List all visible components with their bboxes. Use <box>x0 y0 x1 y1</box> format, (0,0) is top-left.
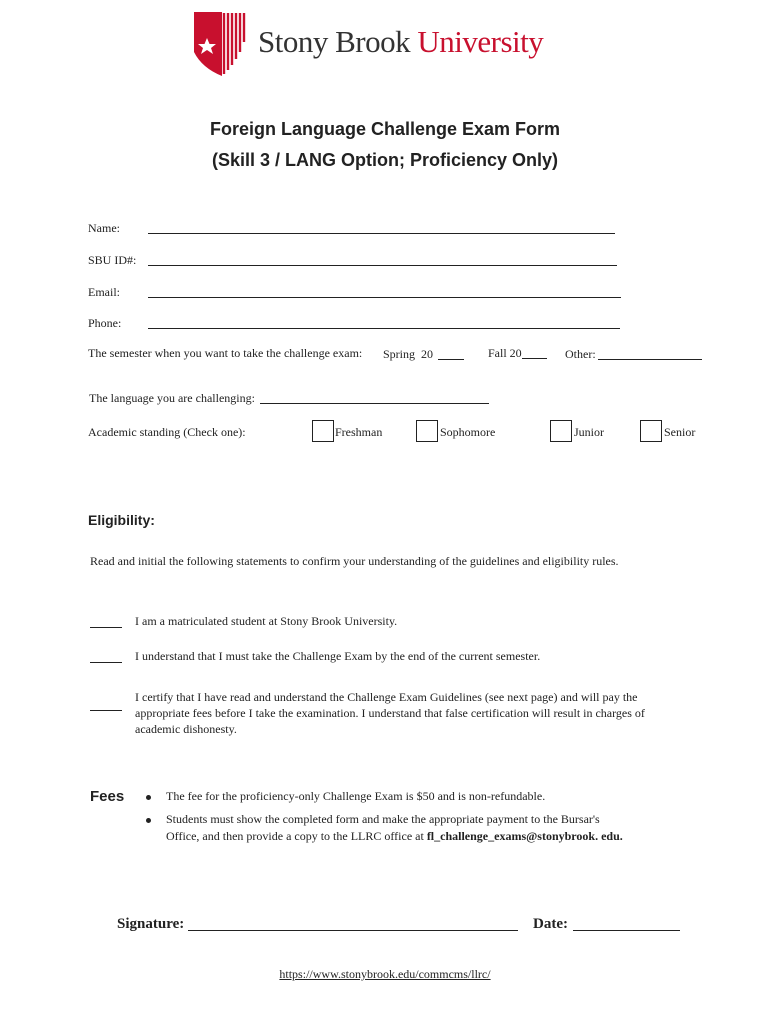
sbu-id-field[interactable] <box>148 254 617 266</box>
other-label: Other: <box>565 347 596 361</box>
initial-field-1[interactable] <box>90 616 122 628</box>
bullet-icon <box>146 818 151 823</box>
email-label: Email: <box>88 285 120 299</box>
phone-label: Phone: <box>88 316 122 330</box>
fees-item-1: The fee for the proficiency-only Challenge Exam is $50 and is non-refundable. <box>166 789 546 803</box>
fees-item-2-line1: Students must show the completed form and make the appropriate payment to the Bursar's <box>166 812 600 826</box>
date-field[interactable] <box>573 930 680 931</box>
email-field[interactable] <box>148 286 621 298</box>
fees-item-2-text: Office, and then provide a copy to the LLRC office at <box>166 829 424 843</box>
fees-item-2-line2 <box>166 828 623 845</box>
senior-checkbox[interactable] <box>640 420 662 442</box>
shield-icon <box>192 10 248 78</box>
senior-label: Senior <box>664 425 696 439</box>
fees-item-2 <box>166 811 623 845</box>
eligibility-statement-3 <box>135 689 645 737</box>
junior-label: Junior <box>574 425 604 439</box>
llrc-email: fl_challenge_exams@stonybrook. edu. <box>426 829 623 843</box>
semester-label: The semester when you want to take the challenge exam: <box>88 346 363 360</box>
phone-field[interactable] <box>148 317 620 329</box>
sbu-id-label: SBU ID#: <box>88 253 137 267</box>
language-label: The language you are challenging: <box>89 391 255 405</box>
name-label: Name: <box>88 221 120 235</box>
footer <box>0 965 770 983</box>
language-field[interactable] <box>260 392 489 404</box>
other-semester-field[interactable] <box>598 348 702 360</box>
date-label: Date: <box>533 916 568 932</box>
fall-label: Fall 20 <box>488 346 522 360</box>
eligibility-statement-3-line1: I certify that I have read and understand the Challenge Exam Guidelines (see next page) and will pay the <box>135 690 638 704</box>
freshman-label: Freshman <box>335 425 383 439</box>
spring-label: Spring 20 <box>383 347 434 361</box>
initial-field-3[interactable] <box>90 699 122 711</box>
logo-wordmark <box>258 24 543 60</box>
academic-standing-label: Academic standing (Check one): <box>88 425 246 439</box>
llrc-website-link[interactable]: https://www.stonybrook.edu/commcms/llrc/ <box>279 967 491 981</box>
initial-field-2[interactable] <box>90 651 122 663</box>
fees-heading: Fees <box>90 788 125 805</box>
name-field[interactable] <box>148 222 615 234</box>
eligibility-heading: Eligibility: <box>88 512 155 528</box>
bullet-icon <box>146 795 151 800</box>
junior-checkbox[interactable] <box>550 420 572 442</box>
eligibility-statement-3-line3: academic dishonesty. <box>135 722 237 736</box>
signature-field[interactable] <box>188 930 518 931</box>
eligibility-statement-1: I am a matriculated student at Stony Brook University. <box>135 614 398 628</box>
form-title-line2: (Skill 3 / LANG Option; Proficiency Only) <box>211 150 559 170</box>
spring-year-field[interactable] <box>438 348 464 360</box>
freshman-checkbox[interactable] <box>312 420 334 442</box>
eligibility-statement-2: I understand that I must take the Challenge Exam by the end of the current semester. <box>135 649 541 663</box>
sophomore-label: Sophomore <box>440 425 496 439</box>
logo-university: University <box>417 24 544 59</box>
form-title <box>0 114 770 176</box>
eligibility-intro: Read and initial the following statements to confirm your understanding of the guidelines and eligibility rules. <box>90 554 619 568</box>
eligibility-statement-3-line2: appropriate fees before I take the examination. I understand that false certification will result in charges of <box>135 706 645 720</box>
fall-year-field[interactable] <box>522 347 547 359</box>
logo-stony-brook: Stony Brook <box>258 24 411 59</box>
sophomore-checkbox[interactable] <box>416 420 438 442</box>
university-logo <box>192 10 582 80</box>
signature-label: Signature: <box>117 916 185 932</box>
form-title-line1: Foreign Language Challenge Exam Form <box>209 119 561 139</box>
